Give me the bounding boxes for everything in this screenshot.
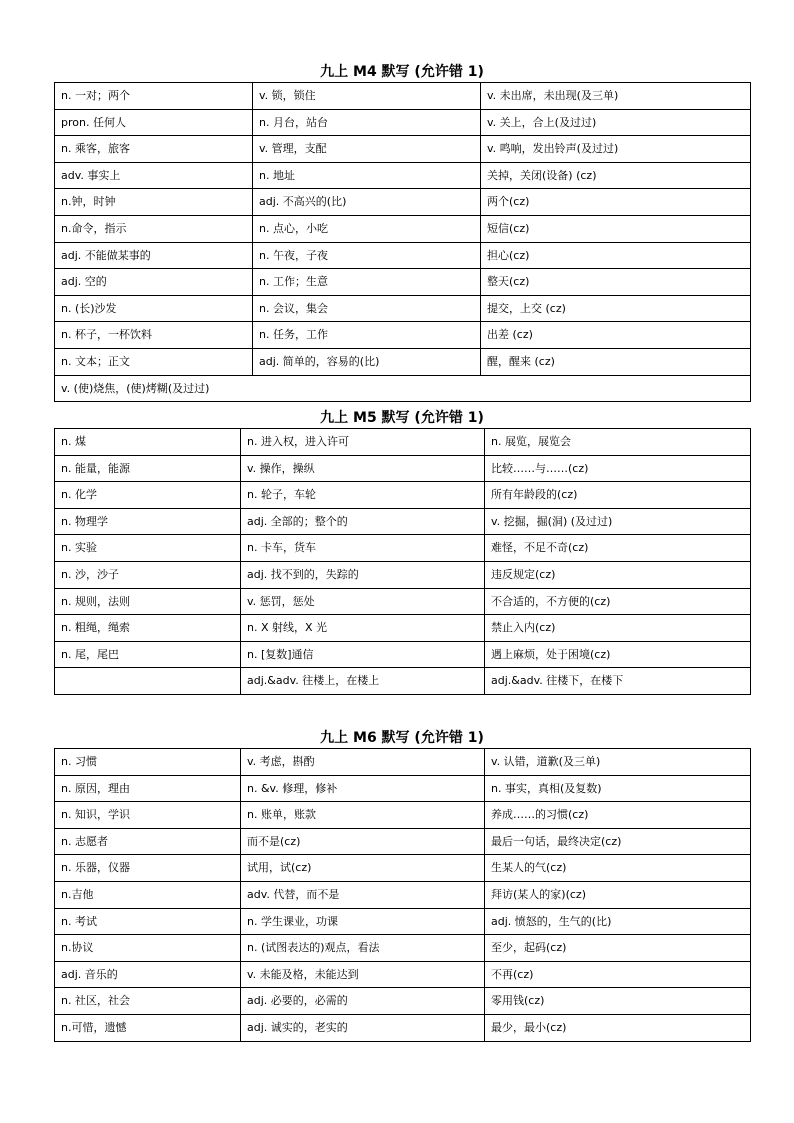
table-cell: n. &v. 修理，修补 [241, 775, 485, 802]
table-row [55, 375, 751, 402]
table-cell: v. 认错，道歉(及三单) [485, 749, 751, 776]
table-cell: n. 展览，展览会 [485, 429, 751, 456]
table-row [55, 908, 751, 935]
table-row [55, 615, 751, 642]
table-cell: v. 鸣响，发出铃声(及过过) [481, 136, 751, 163]
table-row [55, 508, 751, 535]
table-cell: 出差 (cz) [481, 322, 751, 349]
table-cell: n. 粗绳，绳索 [55, 615, 241, 642]
table-cell: 零用钱(cz) [485, 988, 751, 1015]
table-cell: adj. 不高兴的(比) [253, 189, 481, 216]
table-cell: n. 沙，沙子 [55, 561, 241, 588]
table-cell: 所有年龄段的(cz) [485, 482, 751, 509]
table-cell: adj. 简单的，容易的(比) [253, 348, 481, 375]
table-row [55, 961, 751, 988]
table-cell: 不合适的，不方便的(cz) [485, 588, 751, 615]
table-cell: 担心(cz) [481, 242, 751, 269]
table-cell: adj. 必要的，必需的 [241, 988, 485, 1015]
table-row [55, 322, 751, 349]
table-row [55, 295, 751, 322]
table-cell: n. 考试 [55, 908, 241, 935]
table-cell: n. 尾，尾巴 [55, 641, 241, 668]
vocab-table [54, 82, 751, 402]
table-cell: adj. 全部的；整个的 [241, 508, 485, 535]
table-cell: n. 杯子，一杯饮料 [55, 322, 253, 349]
table-cell: n.命令，指示 [55, 215, 253, 242]
table-row [55, 988, 751, 1015]
table-cell: n.协议 [55, 935, 241, 962]
table-cell: 醒，醒来 (cz) [481, 348, 751, 375]
table-cell: n. 煤 [55, 429, 241, 456]
table-cell: n.吉他 [55, 881, 241, 908]
table-cell: n. 地址 [253, 162, 481, 189]
table-cell: n. 物理学 [55, 508, 241, 535]
table-cell: n. 习惯 [55, 749, 241, 776]
table-cell: adj.&adv. 往楼上，在楼上 [241, 668, 485, 695]
table-cell: v. 管理，支配 [253, 136, 481, 163]
table-cell: v. 考虑，斟酌 [241, 749, 485, 776]
table-cell: adj. 找不到的，失踪的 [241, 561, 485, 588]
section-m6 [54, 728, 750, 1042]
table-row [55, 561, 751, 588]
table-row [55, 269, 751, 296]
table-cell: v. 操作，操纵 [241, 455, 485, 482]
table-cell: adj. 诚实的，老实的 [241, 1014, 485, 1041]
table-row [55, 136, 751, 163]
table-cell: 拜访(某人的家)(cz) [485, 881, 751, 908]
table-cell: n. 月台，站台 [253, 109, 481, 136]
vocab-table [54, 428, 751, 695]
table-cell: n. 账单，账款 [241, 802, 485, 829]
table-cell: n. 社区，社会 [55, 988, 241, 1015]
table-row [55, 935, 751, 962]
table-row [55, 189, 751, 216]
table-cell: v. 惩罚，惩处 [241, 588, 485, 615]
vocab-table [54, 748, 751, 1042]
table-row [55, 881, 751, 908]
table-cell: n. 学生课业，功课 [241, 908, 485, 935]
table-cell: 难怪，不足不奇(cz) [485, 535, 751, 562]
table-cell: n. 轮子，车轮 [241, 482, 485, 509]
table-cell: n. X 射线，X 光 [241, 615, 485, 642]
table-row [55, 855, 751, 882]
table-cell: n. 任务，工作 [253, 322, 481, 349]
table-cell: n.可惜，遗憾 [55, 1014, 241, 1041]
table-cell: 养成……的习惯(cz) [485, 802, 751, 829]
table-row [55, 348, 751, 375]
table-cell: adj. 愤怒的，生气的(比) [485, 908, 751, 935]
table-cell: n. 卡车，货车 [241, 535, 485, 562]
table-cell: adj. 空的 [55, 269, 253, 296]
table-row [55, 535, 751, 562]
table-cell: 两个(cz) [481, 189, 751, 216]
table-cell: pron. 任何人 [55, 109, 253, 136]
table-cell: 遇上麻烦，处于困境(cz) [485, 641, 751, 668]
table-cell: n. 志愿者 [55, 828, 241, 855]
section-m5 [54, 408, 750, 695]
table-cell: v. 挖掘，掘(洞) (及过过) [485, 508, 751, 535]
table-cell: adj.&adv. 往楼下，在楼下 [485, 668, 751, 695]
table-cell: n. 午夜，子夜 [253, 242, 481, 269]
table-cell: n. 规则，法则 [55, 588, 241, 615]
table-cell: 最少，最小(cz) [485, 1014, 751, 1041]
table-cell: n. 进入权，进入许可 [241, 429, 485, 456]
section-title: 九上 M6 默写 (允许错 1) [320, 730, 484, 746]
table-cell: 不再(cz) [485, 961, 751, 988]
table-row [55, 482, 751, 509]
table-cell: n. 能量，能源 [55, 455, 241, 482]
table-row [55, 828, 751, 855]
table-cell: n. (试图表达的)观点，看法 [241, 935, 485, 962]
table-cell: v. 锁，锁住 [253, 83, 481, 110]
table-cell: n. [复数]通信 [241, 641, 485, 668]
table-cell: 最后一句话，最终决定(cz) [485, 828, 751, 855]
section-title: 九上 M4 默写 (允许错 1) [320, 64, 484, 80]
table-row [55, 215, 751, 242]
table-cell: adj. 音乐的 [55, 961, 241, 988]
table-row [55, 668, 751, 695]
table-row [55, 242, 751, 269]
table-cell: n.钟，时钟 [55, 189, 253, 216]
table-row [55, 588, 751, 615]
table-cell: 提交，上交 (cz) [481, 295, 751, 322]
table-cell: 至少，起码(cz) [485, 935, 751, 962]
table-cell: 比较……与……(cz) [485, 455, 751, 482]
table-row [55, 83, 751, 110]
table-cell: n. 事实，真相(及复数) [485, 775, 751, 802]
table-cell: n. 化学 [55, 482, 241, 509]
table-cell: 而不是(cz) [241, 828, 485, 855]
table-cell: n. 一对；两个 [55, 83, 253, 110]
table-cell: 违反规定(cz) [485, 561, 751, 588]
table-cell: 整天(cz) [481, 269, 751, 296]
table-cell: n. 乐器，仪器 [55, 855, 241, 882]
table-cell-full: v. (使)烧焦，(使)烤糊(及过过) [55, 375, 751, 402]
table-cell: n. 乘客，旅客 [55, 136, 253, 163]
section-m4 [54, 62, 750, 402]
table-cell: v. 关上，合上(及过过) [481, 109, 751, 136]
table-cell: adv. 事实上 [55, 162, 253, 189]
table-cell: n. 文本；正文 [55, 348, 253, 375]
table-cell: n. 知识，学识 [55, 802, 241, 829]
table-row [55, 802, 751, 829]
table-cell: n. 原因，理由 [55, 775, 241, 802]
table-cell: n. (长)沙发 [55, 295, 253, 322]
table-cell: 关掉，关闭(设备) (cz) [481, 162, 751, 189]
table-cell: v. 未出席，未出现(及三单) [481, 83, 751, 110]
section-title: 九上 M5 默写 (允许错 1) [320, 410, 484, 426]
table-cell: 短信(cz) [481, 215, 751, 242]
table-row [55, 109, 751, 136]
table-cell: n. 实验 [55, 535, 241, 562]
table-row [55, 429, 751, 456]
table-row [55, 641, 751, 668]
table-cell: n. 点心，小吃 [253, 215, 481, 242]
table-cell: n. 会议，集会 [253, 295, 481, 322]
table-row [55, 1014, 751, 1041]
table-cell [55, 668, 241, 695]
table-cell: adv. 代替，而不是 [241, 881, 485, 908]
table-cell: v. 未能及格，未能达到 [241, 961, 485, 988]
table-row [55, 455, 751, 482]
table-row [55, 749, 751, 776]
table-cell: 禁止入内(cz) [485, 615, 751, 642]
table-row [55, 775, 751, 802]
table-cell: adj. 不能做某事的 [55, 242, 253, 269]
table-cell: 生某人的气(cz) [485, 855, 751, 882]
table-cell: 试用，试(cz) [241, 855, 485, 882]
table-cell: n. 工作；生意 [253, 269, 481, 296]
table-row [55, 162, 751, 189]
